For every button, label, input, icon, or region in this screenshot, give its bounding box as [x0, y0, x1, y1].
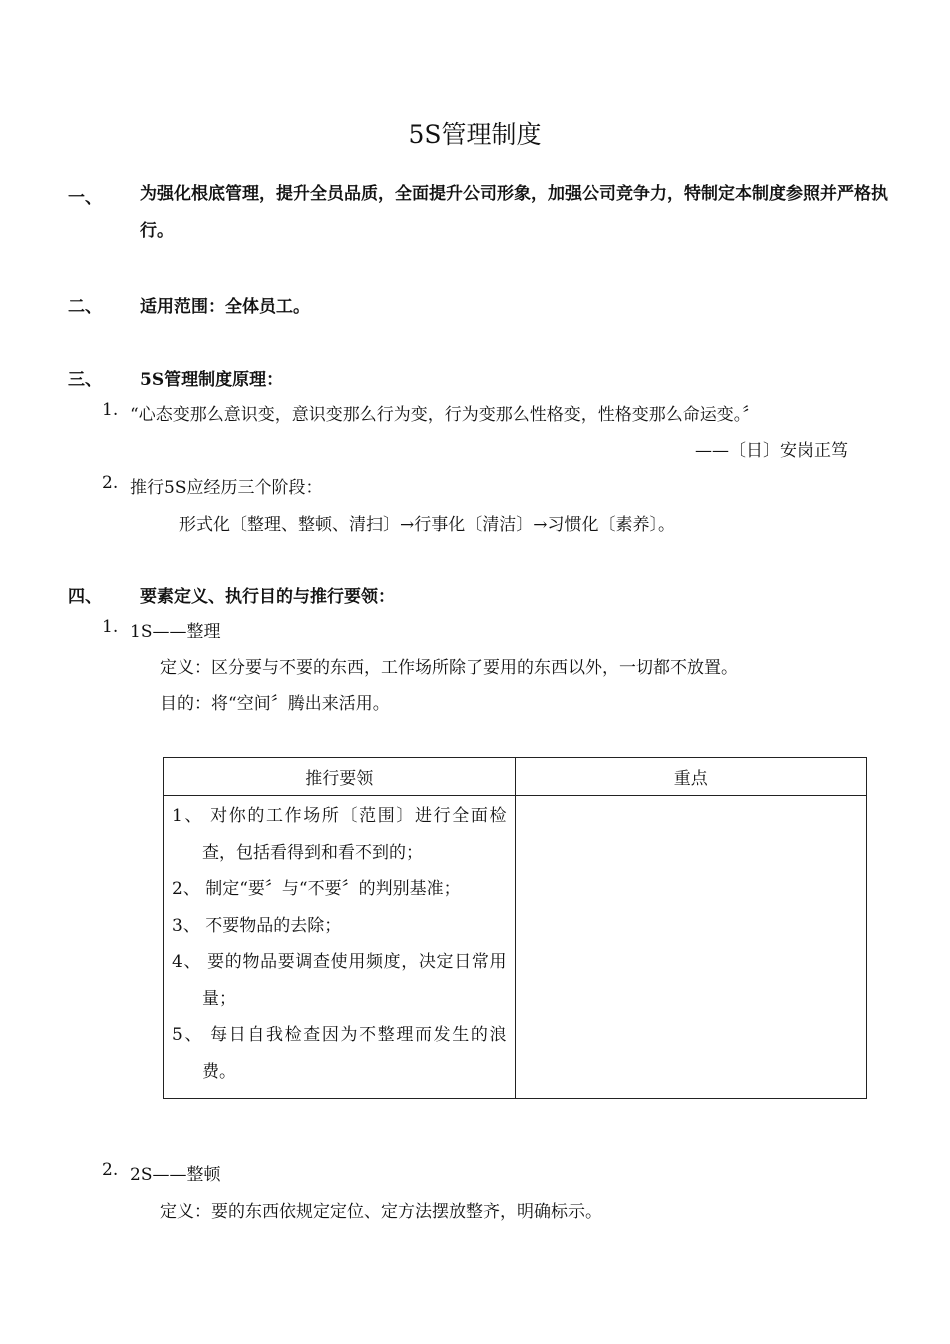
section-3-item-2-number: 2.: [102, 473, 119, 493]
subsection-1-number: 1.: [102, 617, 119, 637]
practice-item-5: 5、 每日自我检查因为不整理而发生的浪费。: [172, 1025, 507, 1082]
table-header-row: [164, 758, 867, 796]
section-3-heading: 5S管理制度原理：: [140, 370, 284, 390]
table-header-practices: 推行要领: [164, 758, 516, 796]
subsection-2-definition: 定义：要的东西依规定定位、定方法摆放整齐，明确标示。: [160, 1202, 602, 1222]
practice-item-1: 1、 对你的工作场所〔范围〕进行全面检查，包括看得到和看不到的；: [172, 806, 507, 863]
section-4-number: 四、: [68, 587, 102, 607]
section-3-number: 三、: [68, 370, 102, 390]
subsection-1-title: 1S——整理: [130, 622, 221, 642]
subsection-1-goal: 目的：将“空间〞腾出来活用。: [160, 694, 390, 714]
key-practices-table: [163, 757, 867, 1099]
subsection-2-title: 2S——整顿: [130, 1165, 221, 1185]
section-2-number: 二、: [68, 297, 102, 317]
section-4-heading: 要素定义、执行目的与推行要领：: [140, 587, 395, 607]
subsection-1-definition: 定义：区分要与不要的东西，工作场所除了要用的东西以外，一切都不放置。: [160, 658, 738, 678]
subsection-2-number: 2.: [102, 1160, 119, 1180]
table-row: [164, 796, 867, 1099]
page-title: 5S管理制度: [408, 120, 542, 149]
section-1-text: 为强化根底管理，提升全员品质，全面提升公司形象，加强公司竞争力，特制定本制度参照并严格执行。: [140, 184, 888, 241]
stages-text: 形式化〔整理、整顿、清扫〕→行事化〔清洁〕→习惯化〔素养〕。: [179, 515, 675, 535]
practices-cell: [164, 796, 516, 1099]
key-points-cell: [515, 796, 867, 1099]
quote-author: ——〔日〕安岗正笃: [695, 441, 848, 461]
section-2-text: 适用范围：全体员工。: [140, 297, 310, 317]
practice-item-4: 4、 要的物品要调查使用频度，决定日常用量；: [172, 952, 507, 1009]
practice-item-2: 2、 制定“要〞与“不要〞的判别基准；: [172, 879, 461, 899]
section-3-item-2-text: 推行5S应经历三个阶段：: [130, 478, 323, 498]
section-3-item-1-quote: “心态变那么意识变，意识变那么行为变，行为变那么性格变，性格变那么命运变。〞: [130, 405, 760, 425]
table-header-key-points: 重点: [515, 758, 867, 796]
practice-item-3: 3、 不要物品的去除；: [172, 915, 342, 936]
section-1-number: 一、: [68, 188, 102, 208]
section-3-item-1-number: 1.: [102, 400, 119, 420]
